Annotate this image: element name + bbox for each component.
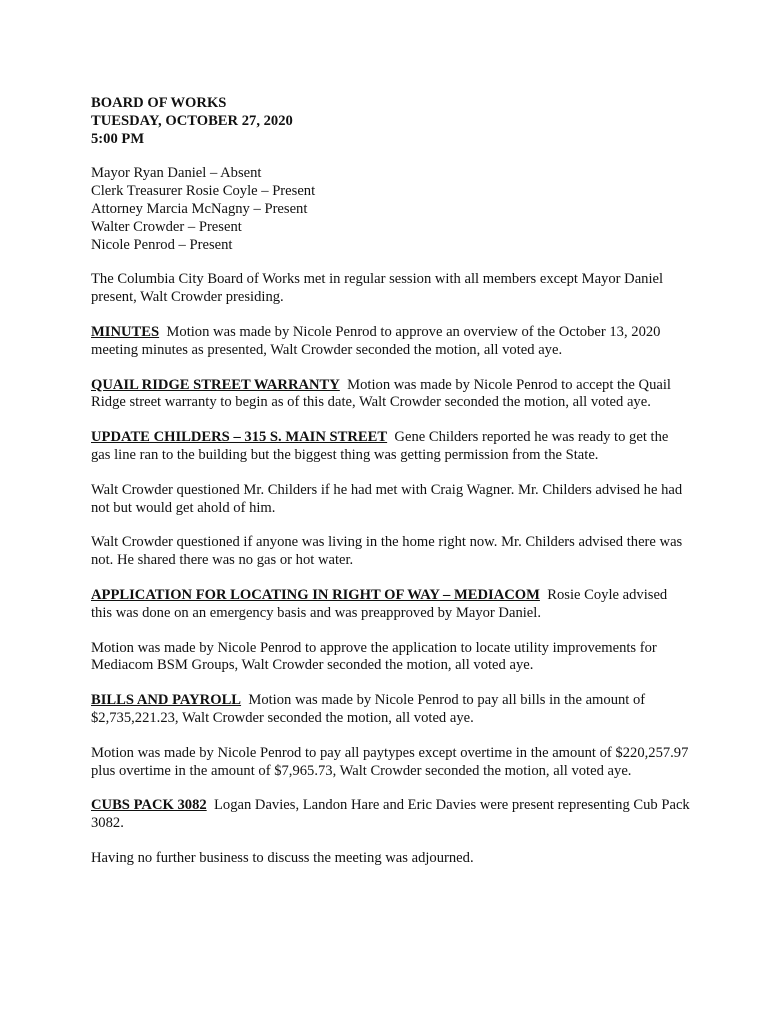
section-text-quail-ridge: Motion was made by Nicole Penrod to accept the Quail Ridge street warranty to begin as of this date, Walt Crowder seconded the motion, all voted aye. — [91, 376, 671, 411]
attendee: Mayor Ryan Daniel – Absent — [91, 165, 262, 182]
document-header — [91, 95, 691, 148]
section-title-childers: UPDATE CHILDERS – 315 S. MAIN STREET — [91, 429, 388, 446]
childers-paragraph-3: Walt Crowder questioned if anyone was living in the home right now. Mr. Childers advised there was not. He shared there was no gas or hot water. — [91, 534, 683, 569]
mediacom-paragraph-2: Motion was made by Nicole Penrod to approve the application to locate utility improvements for Mediacom BSM Groups, Walt Crowder seconded the motion, all voted aye. — [91, 639, 657, 674]
board-title: BOARD OF WORKS — [91, 95, 227, 111]
intro-paragraph: The Columbia City Board of Works met in regular session with all members except Mayor Daniel present, Walt Crowder presiding. — [91, 271, 664, 306]
mediacom-section — [91, 587, 691, 623]
childers-section — [91, 429, 691, 465]
cubs-section — [91, 797, 691, 833]
closing-paragraph: Having no further business to discuss the meeting was adjourned. — [91, 849, 474, 866]
section-title-mediacom: APPLICATION FOR LOCATING IN RIGHT OF WAY – MEDIACOM — [91, 586, 540, 603]
minutes-section — [91, 324, 691, 360]
section-text-bills: Motion was made by Nicole Penrod to pay all bills in the amount of $2,735,221.23, Walt Crowder seconded the motion, all voted aye. — [91, 692, 646, 726]
minutes-document — [91, 95, 691, 885]
bills-paragraph-2: Motion was made by Nicole Penrod to pay all paytypes except overtime in the amount of $220,257.97 plus overtime in the amount of $7,965.73, Walt Crowder seconded the motion, all voted aye. — [91, 744, 689, 779]
childers-paragraph-2: Walt Crowder questioned Mr. Childers if he had met with Craig Wagner. Mr. Childers advised he had not but would get ahold of him. — [91, 481, 683, 516]
attendee: Attorney Marcia McNagny – Present — [91, 200, 308, 217]
section-text-cubs: Logan Davies, Landon Hare and Eric Davies were present representing Cub Pack 3082. — [91, 797, 690, 832]
bills-section — [91, 692, 691, 728]
section-title-cubs: CUBS PACK 3082 — [91, 797, 207, 814]
attendee: Clerk Treasurer Rosie Coyle – Present — [91, 183, 316, 200]
meeting-date: TUESDAY, OCTOBER 27, 2020 — [91, 112, 293, 129]
attendee: Walter Crowder – Present — [91, 218, 242, 235]
section-title-minutes: MINUTES — [91, 323, 160, 340]
attendee: Nicole Penrod – Present — [91, 236, 233, 253]
meeting-time: 5:00 PM — [91, 130, 145, 147]
attendance-list — [91, 165, 691, 254]
quail-ridge-section — [91, 377, 691, 413]
section-text-childers: Gene Childers reported he was ready to get the gas line ran to the building but the biggest thing was getting permission from the State. — [91, 429, 669, 463]
section-title-bills: BILLS AND PAYROLL — [91, 692, 242, 709]
section-text-minutes: Motion was made by Nicole Penrod to approve an overview of the October 13, 2020 meeting minutes as presented, Walt Crowder seconded the motion, all voted aye. — [91, 323, 661, 358]
section-text-mediacom: Rosie Coyle advised this was done on an emergency basis and was preapproved by Mayor Daniel. — [91, 586, 668, 621]
section-title-quail-ridge: QUAIL RIDGE STREET WARRANTY — [91, 376, 340, 393]
